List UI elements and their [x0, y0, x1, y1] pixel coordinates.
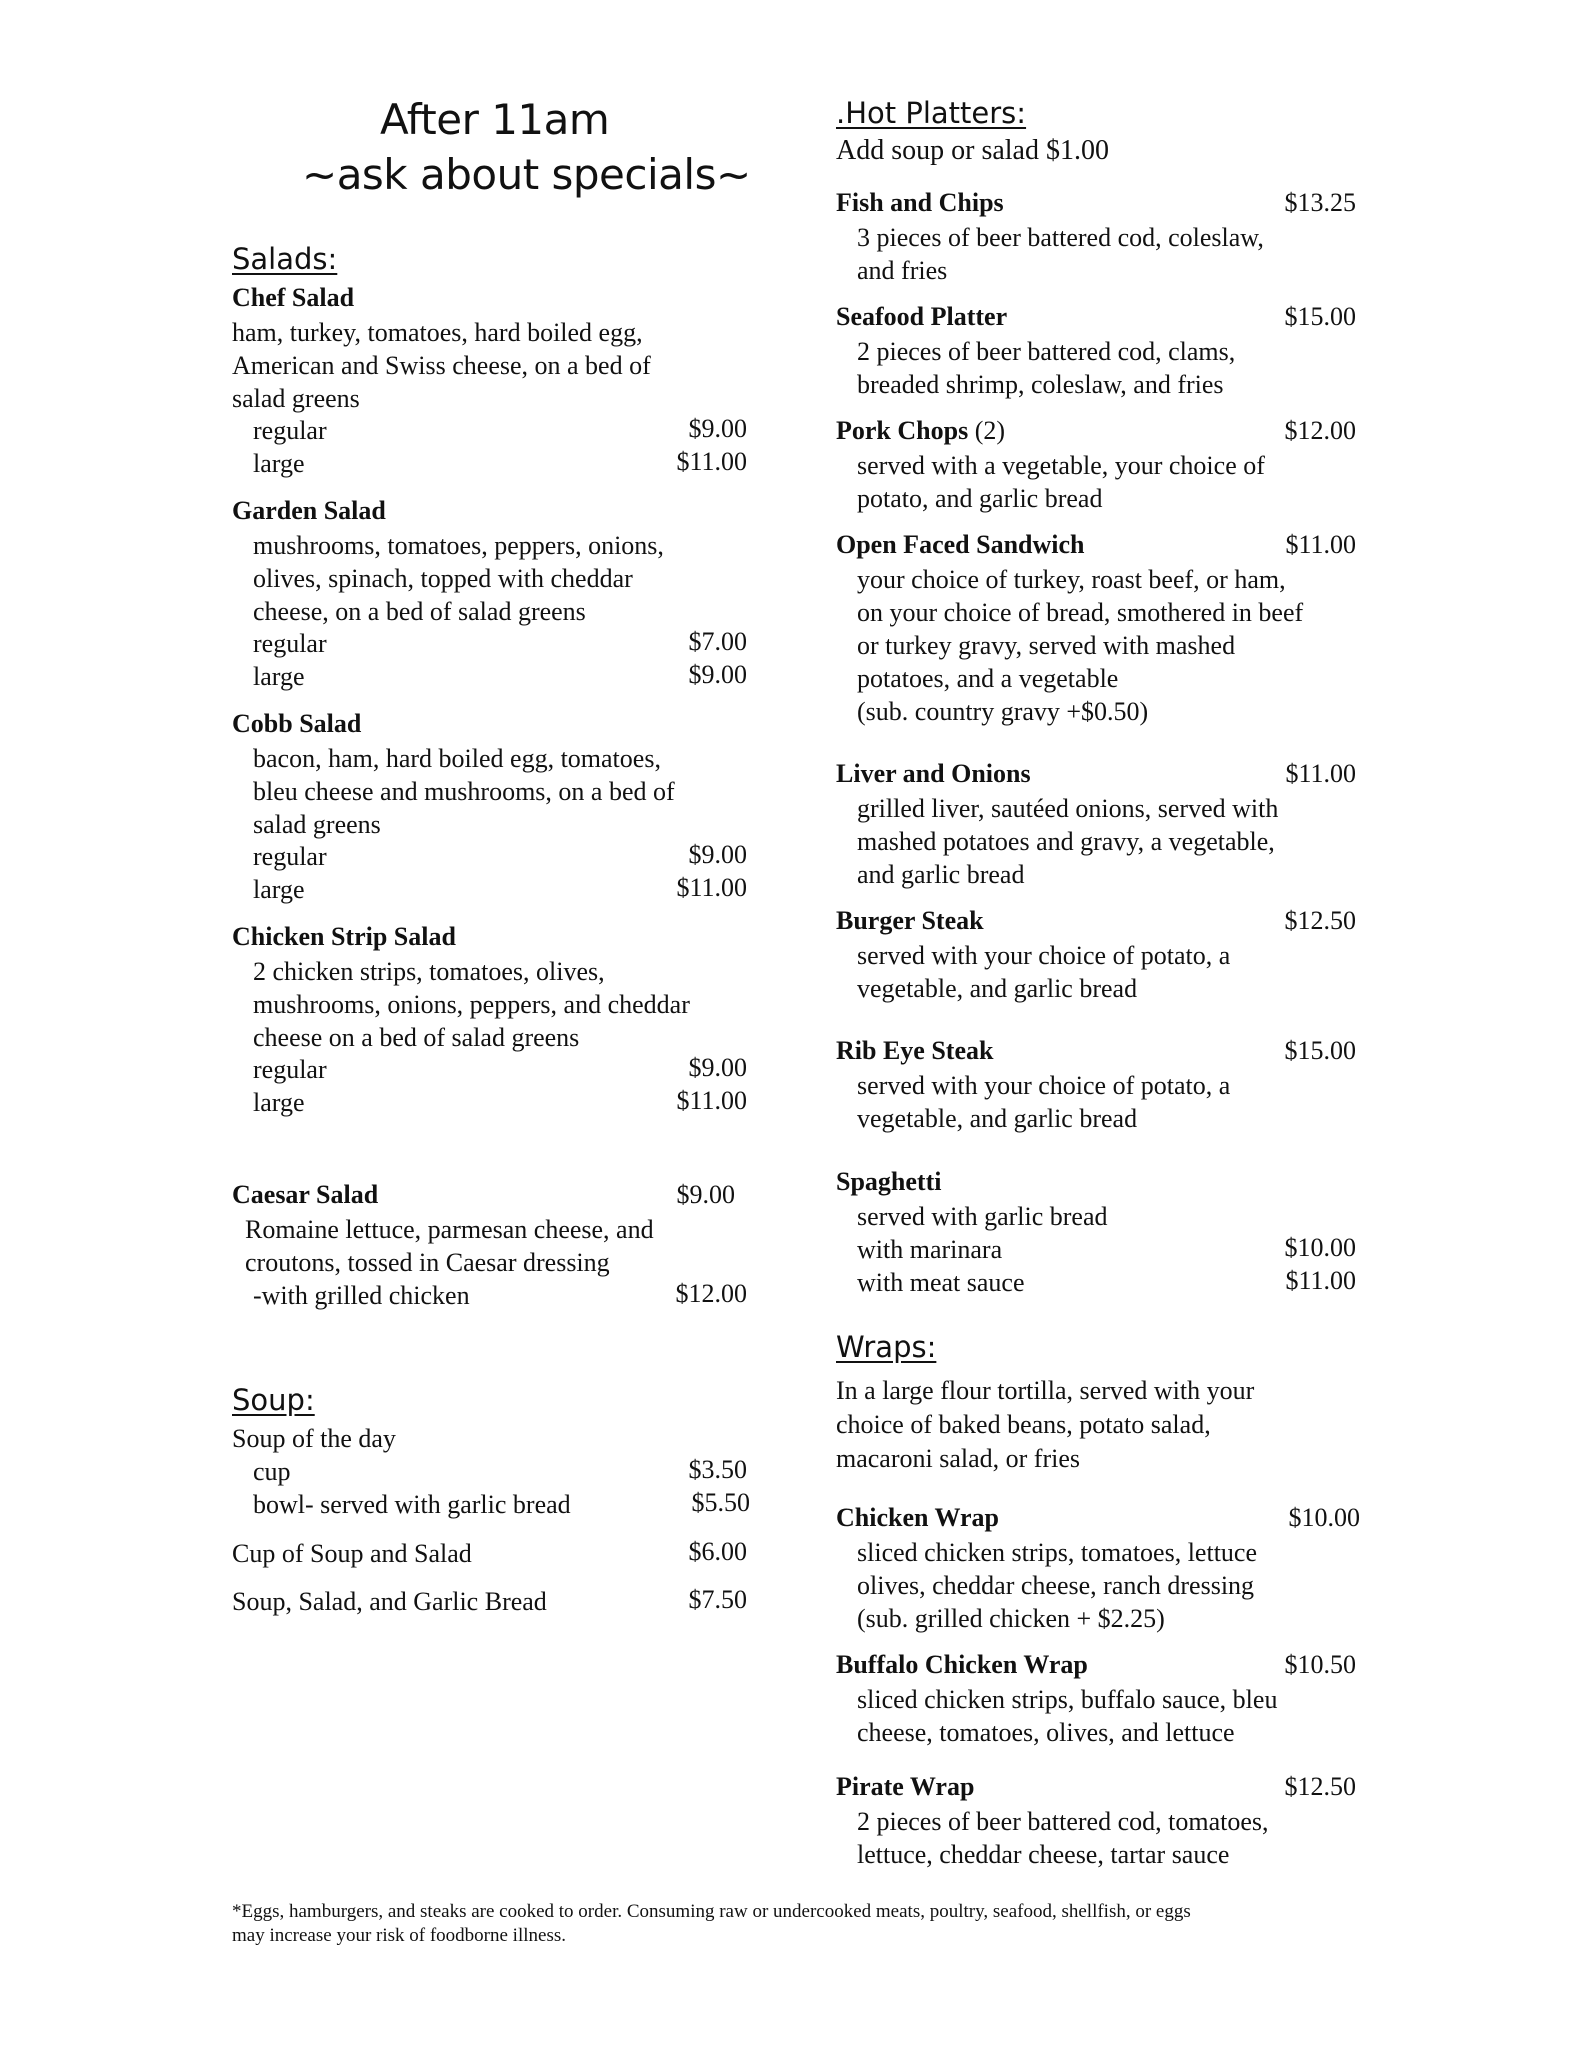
- desc-line: choice of baked beans, potato salad,: [836, 1410, 1211, 1439]
- wraps-intro: [836, 1374, 1254, 1476]
- size-price: $7.00: [688, 627, 747, 656]
- item-price: $11.00: [1285, 530, 1356, 559]
- footer-line: may increase your risk of foodborne illness.: [232, 1925, 566, 1946]
- platters-note: Add soup or salad $1.00: [836, 135, 1109, 166]
- desc-line: mushrooms, tomatoes, peppers, onions,: [253, 531, 664, 560]
- size-label: large: [253, 1088, 305, 1117]
- soup-cup-price: $3.50: [688, 1455, 747, 1484]
- desc-line: sliced chicken strips, tomatoes, lettuce: [857, 1538, 1257, 1567]
- soup-combo-label: Cup of Soup and Salad: [232, 1539, 472, 1568]
- desc-line: croutons, tossed in Caesar dressing: [245, 1248, 610, 1277]
- item-description: [857, 792, 1278, 891]
- item-description: [245, 1213, 654, 1279]
- item-name: Seafood Platter: [836, 302, 1008, 331]
- desc-line: cheese, tomatoes, olives, and lettuce: [857, 1718, 1235, 1747]
- option-label: with marinara: [857, 1235, 1003, 1264]
- item-price: $9.00: [676, 1180, 735, 1209]
- desc-line: served with your choice of potato, a: [857, 1071, 1231, 1100]
- desc-line: and fries: [857, 256, 948, 285]
- desc-line: In a large flour tortilla, served with your: [836, 1376, 1255, 1405]
- desc-line: bleu cheese and mushrooms, on a bed of: [253, 777, 675, 806]
- option-price: $11.00: [1285, 1266, 1356, 1295]
- size-price: $11.00: [676, 1086, 747, 1115]
- desc-line: Romaine lettuce, parmesan cheese, and: [245, 1215, 654, 1244]
- item-price: $10.00: [1288, 1503, 1360, 1532]
- item-price: $10.50: [1284, 1650, 1356, 1679]
- option-price: $10.00: [1284, 1233, 1356, 1262]
- desc-line: (sub. grilled chicken + $2.25): [857, 1604, 1165, 1633]
- item-name: Pork Chops: [836, 416, 969, 445]
- item-name: Burger Steak: [836, 906, 984, 935]
- desc-line: American and Swiss cheese, on a bed of: [232, 351, 651, 380]
- item-price: $12.50: [1284, 1772, 1356, 1801]
- item-description: [857, 563, 1303, 728]
- size-label: regular: [253, 416, 327, 445]
- item-price: $15.00: [1284, 1036, 1356, 1065]
- soup-bowl-label: bowl- served with garlic bread: [253, 1490, 571, 1519]
- item-description: [857, 335, 1235, 401]
- size-label: regular: [253, 1055, 327, 1084]
- item-description: [253, 955, 690, 1054]
- desc-line: potatoes, and a vegetable: [857, 664, 1119, 693]
- desc-line: potato, and garlic bread: [857, 484, 1103, 513]
- size-label: large: [253, 449, 305, 478]
- soup-bowl-price: $5.50: [691, 1488, 750, 1517]
- page-title: After 11am: [380, 95, 610, 144]
- desc-line: your choice of turkey, roast beef, or ham,: [857, 565, 1286, 594]
- item-description: [857, 1683, 1277, 1749]
- hot-platters-heading: .Hot Platters:: [836, 96, 1027, 130]
- item-name: Liver and Onions: [836, 759, 1031, 788]
- item-price: $12.00: [1284, 416, 1356, 445]
- item-description: [857, 1805, 1269, 1871]
- item-quantity: (2): [968, 416, 1006, 445]
- soup-cup-label: cup: [253, 1457, 291, 1486]
- desc-line: 2 pieces of beer battered cod, clams,: [857, 337, 1236, 366]
- size-price: $11.00: [676, 873, 747, 902]
- size-price: $9.00: [688, 840, 747, 869]
- size-price: $9.00: [688, 660, 747, 689]
- desc-line: or turkey gravy, served with mashed: [857, 631, 1236, 660]
- item-description: [857, 939, 1230, 1005]
- item-description: [857, 449, 1265, 515]
- desc-line: cheese on a bed of salad greens: [253, 1023, 580, 1052]
- size-price: $9.00: [688, 1053, 747, 1082]
- desc-line: mashed potatoes and gravy, a vegetable,: [857, 827, 1275, 856]
- desc-line: olives, spinach, topped with cheddar: [253, 564, 633, 593]
- item-name: Spaghetti: [836, 1167, 942, 1196]
- desc-line: macaroni salad, or fries: [836, 1444, 1081, 1473]
- option-label: -with grilled chicken: [253, 1281, 470, 1310]
- footer-disclaimer: [232, 1900, 1352, 1948]
- desc-line: lettuce, cheddar cheese, tartar sauce: [857, 1840, 1230, 1869]
- desc-line: ham, turkey, tomatoes, hard boiled egg,: [232, 318, 643, 347]
- item-price: $15.00: [1284, 302, 1356, 331]
- desc-line: 2 chicken strips, tomatoes, olives,: [253, 957, 605, 986]
- desc-line: salad greens: [253, 810, 381, 839]
- size-label: regular: [253, 842, 327, 871]
- item-name: Cobb Salad: [232, 709, 362, 738]
- soup-combo-price: $7.50: [688, 1585, 747, 1614]
- soup-heading: Soup:: [232, 1383, 315, 1417]
- item-description: [253, 529, 664, 628]
- wraps-heading: Wraps:: [836, 1330, 937, 1364]
- option-label: with meat sauce: [857, 1268, 1025, 1297]
- desc-line: breaded shrimp, coleslaw, and fries: [857, 370, 1224, 399]
- soup-of-day: Soup of the day: [232, 1424, 396, 1453]
- item-description: [857, 1069, 1230, 1135]
- item-name: Pirate Wrap: [836, 1772, 975, 1801]
- desc-line: sliced chicken strips, buffalo sauce, bleu: [857, 1685, 1278, 1714]
- desc-line: vegetable, and garlic bread: [857, 974, 1138, 1003]
- desc-line: served with a vegetable, your choice of: [857, 451, 1265, 480]
- desc-line: cheese, on a bed of salad greens: [253, 597, 586, 626]
- item-name: Chicken Wrap: [836, 1503, 1000, 1532]
- desc-line: 2 pieces of beer battered cod, tomatoes,: [857, 1807, 1269, 1836]
- soup-combo-label: Soup, Salad, and Garlic Bread: [232, 1587, 547, 1616]
- size-label: large: [253, 875, 305, 904]
- page-subtitle: ~ask about specials~: [302, 150, 751, 199]
- desc-line: bacon, ham, hard boiled egg, tomatoes,: [253, 744, 661, 773]
- item-description: [253, 742, 675, 841]
- desc-line: vegetable, and garlic bread: [857, 1104, 1138, 1133]
- desc-line: served with your choice of potato, a: [857, 941, 1231, 970]
- item-description: [857, 221, 1264, 287]
- item-description: [857, 1536, 1257, 1635]
- desc-line: grilled liver, sautéed onions, served with: [857, 794, 1279, 823]
- item-price: $11.00: [1285, 759, 1356, 788]
- item-title: [836, 416, 1005, 446]
- soup-combo-price: $6.00: [688, 1537, 747, 1566]
- item-name: Garden Salad: [232, 496, 386, 525]
- footer-line: *Eggs, hamburgers, and steaks are cooked to order. Consuming raw or undercooked meats, poultry, seafood, shellfish, or eggs: [232, 1901, 1191, 1922]
- item-price: $13.25: [1284, 188, 1356, 217]
- size-price: $9.00: [688, 414, 747, 443]
- item-description: served with garlic bread: [857, 1202, 1108, 1231]
- item-name: Buffalo Chicken Wrap: [836, 1650, 1088, 1679]
- item-name: Chicken Strip Salad: [232, 922, 456, 951]
- desc-line: (sub. country gravy +$0.50): [857, 697, 1149, 726]
- desc-line: salad greens: [232, 384, 360, 413]
- item-name: Fish and Chips: [836, 188, 1004, 217]
- desc-line: and garlic bread: [857, 860, 1025, 889]
- size-label: large: [253, 662, 305, 691]
- desc-line: mushrooms, onions, peppers, and cheddar: [253, 990, 690, 1019]
- item-name: Chef Salad: [232, 283, 355, 312]
- item-name: Open Faced Sandwich: [836, 530, 1085, 559]
- item-description: [232, 316, 651, 415]
- desc-line: on your choice of bread, smothered in beef: [857, 598, 1304, 627]
- item-name: Caesar Salad: [232, 1180, 379, 1209]
- item-name: Rib Eye Steak: [836, 1036, 994, 1065]
- size-label: regular: [253, 629, 327, 658]
- option-price: $12.00: [675, 1279, 747, 1308]
- desc-line: 3 pieces of beer battered cod, coleslaw,: [857, 223, 1264, 252]
- item-price: $12.50: [1284, 906, 1356, 935]
- size-price: $11.00: [676, 447, 747, 476]
- salads-heading: Salads:: [232, 242, 338, 276]
- desc-line: olives, cheddar cheese, ranch dressing: [857, 1571, 1255, 1600]
